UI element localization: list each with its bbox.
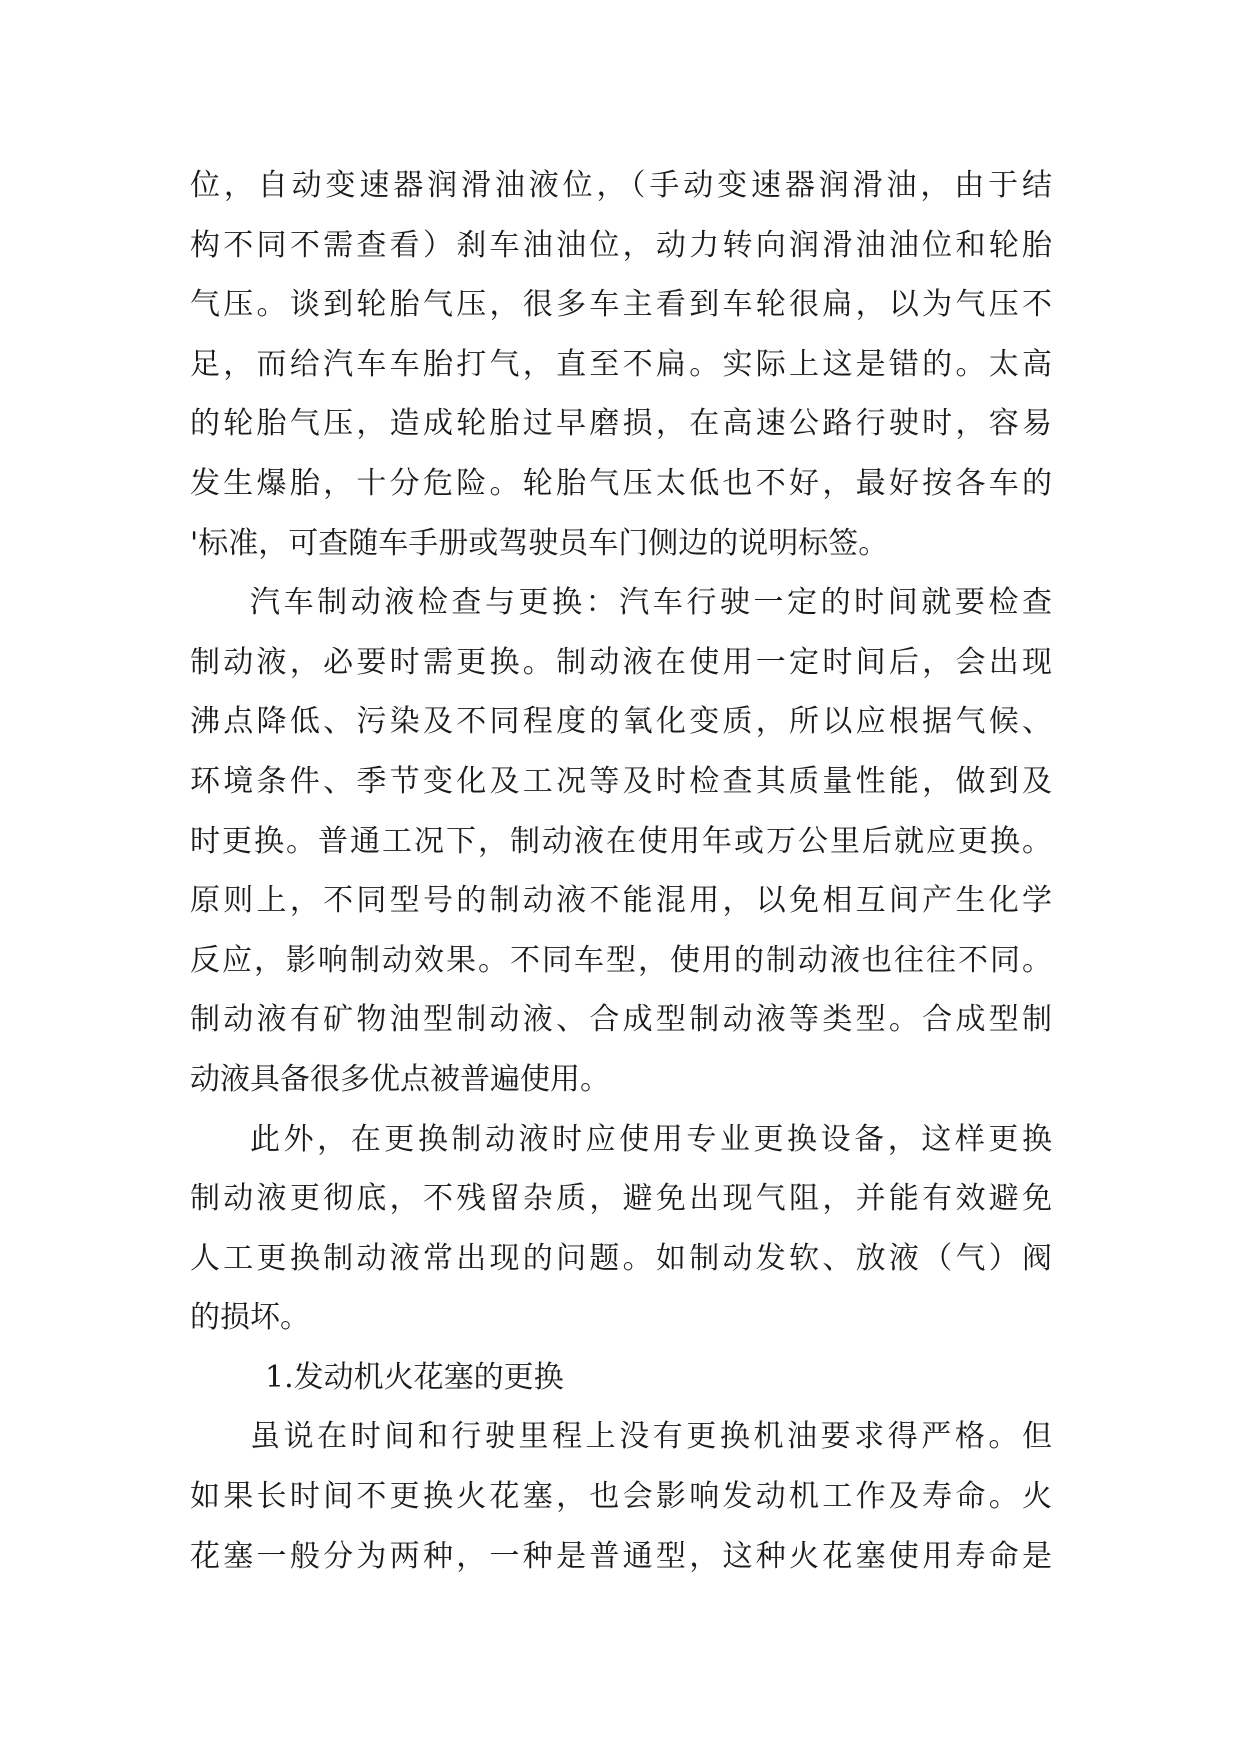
body-text: [190, 156, 1052, 1586]
text-line: 制动液更彻底，不残留杂质，避免出现气阻，并能有效避免: [190, 1181, 1052, 1217]
text-line: 制动液有矿物油型制动液、合成型制动液等类型。合成型制: [190, 1002, 1052, 1038]
text-line: 足，而给汽车车胎打气，直至不扁。实际上这是错的。太高: [190, 346, 1052, 382]
text-line: 反应，影响制动效果。不同车型，使用的制动液也往往不同。: [190, 942, 1052, 978]
text-line: 气压。谈到轮胎气压，很多车主看到车轮很扁，以为气压不: [190, 287, 1052, 323]
text-line: 如果长时间不更换火花塞，也会影响发动机工作及寿命。火: [190, 1479, 1052, 1515]
text-line: 原则上，不同型号的制动液不能混用，以免相互间产生化学: [190, 883, 1052, 919]
text-line: 的损坏。: [190, 1300, 310, 1336]
text-line: 发生爆胎，十分危险。轮胎气压太低也不好，最好按各车的: [190, 465, 1052, 501]
text-line: 沸点降低、污染及不同程度的氧化变质，所以应根据气候、: [190, 704, 1052, 740]
text-line: 构不同不需查看）刹车油油位，动力转向润滑油油位和轮胎: [190, 227, 1052, 263]
text-line: 虽说在时间和行驶里程上没有更换机油要求得严格。但: [250, 1419, 1052, 1455]
text-line: 位，自动变速器润滑油液位，（手动变速器润滑油，由于结: [190, 168, 1052, 203]
text-line: '标准，可查随车手册或驾驶员车门侧边的说明标签。: [190, 525, 889, 561]
text-line: 的轮胎气压，造成轮胎过早磨损，在高速公路行驶时，容易: [190, 406, 1052, 442]
text-line: 花塞一般分为两种，一种是普通型，这种火花塞使用寿命是: [190, 1538, 1052, 1574]
text-line: 环境条件、季节变化及工况等及时检查其质量性能，做到及: [190, 763, 1052, 799]
text-line: 此外，在更换制动液时应使用专业更换设备，这样更换: [250, 1121, 1052, 1157]
text-line: 时更换。普通工况下，制动液在使用年或万公里后就应更换。: [190, 823, 1052, 859]
text-line: 动液具备很多优点被普遍使用。: [190, 1061, 610, 1097]
text-line: 汽车制动液检查与更换：汽车行驶一定的时间就要检查: [250, 585, 1052, 621]
text-line: 制动液，必要时需更换。制动液在使用一定时间后，会出现: [190, 644, 1052, 680]
text-line: 人工更换制动液常出现的问题。如制动发软、放液（气）阀: [190, 1240, 1052, 1276]
section-heading: 1.发动机火花塞的更换: [265, 1359, 564, 1395]
